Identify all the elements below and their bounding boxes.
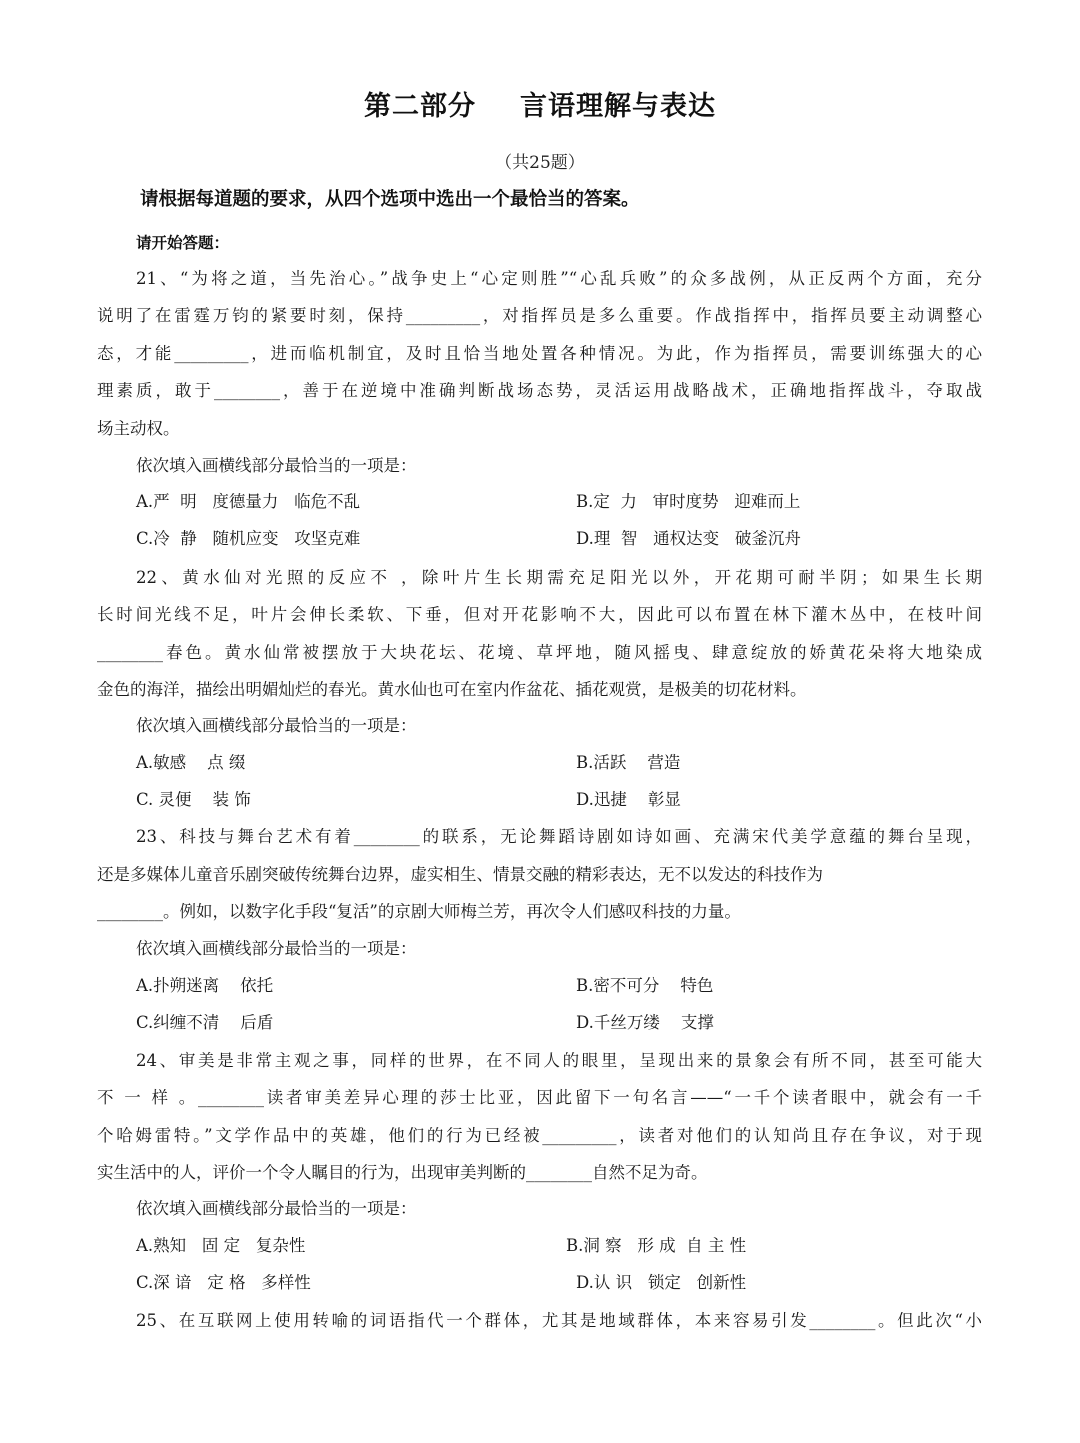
section-name: 言语理解与表达 bbox=[520, 91, 716, 122]
option-d: D.认 识 锁定 创新性 bbox=[576, 1273, 747, 1292]
question-prompt: 依次填入画横线部分最恰当的一项是： bbox=[136, 456, 417, 475]
question-prompt: 依次填入画横线部分最恰当的一项是： bbox=[136, 1199, 417, 1218]
question-line: 23、科技与舞台艺术有着________的联系，无论舞蹈诗剧如诗如画、充满宋代美学意蕴的舞台呈现， bbox=[136, 827, 982, 846]
option-b: B.密不可分 特色 bbox=[576, 976, 714, 995]
option-b: B.洞 察 形 成 自 主 性 bbox=[566, 1236, 747, 1255]
option-d: D.理 智 通权达变 破釜沉舟 bbox=[576, 529, 801, 548]
question-line: 理素质，敢于________，善于在逆境中准确判断战场态势，灵活运用战略战术，正确地指挥战斗，夺取战 bbox=[97, 381, 982, 400]
option-d: D.千丝万缕 支撑 bbox=[576, 1013, 714, 1032]
question-line: 说明了在雷霆万钧的紧要时刻，保持_________，对指挥员是多么重要。作战指挥中，指挥员要主动调整心 bbox=[97, 306, 982, 325]
option-c: C.深 谙 定 格 多样性 bbox=[136, 1273, 311, 1292]
part-label: 第二部分 bbox=[364, 91, 476, 122]
question-line: 不 一 样 。________读者审美差异心理的莎士比亚，因此留下一句名言——“一千个读者眼中，就会有一千 bbox=[97, 1088, 982, 1107]
question-line: 24、审美是非常主观之事，同样的世界，在不同人的眼里，呈现出来的景象会有所不同，甚至可能大 bbox=[136, 1051, 982, 1070]
question-line: 22、黄水仙对光照的反应不 ，除叶片生长期需充足阳光以外，开花期可耐半阴；如果生长期 bbox=[136, 568, 982, 587]
question-line: 还是多媒体儿童音乐剧突破传统舞台边界，虚实相生、情景交融的精彩表达，无不以发达的科技作为 bbox=[97, 865, 823, 884]
question-line: 21、“为将之道，当先治心。”战争史上“心定则胜”“心乱兵败”的众多战例，从正反两个方面，充分 bbox=[136, 269, 982, 288]
question-line: 场主动权。 bbox=[97, 419, 180, 438]
option-c: C.纠缠不清 后盾 bbox=[136, 1013, 274, 1032]
option-d: D.迅捷 彰显 bbox=[576, 790, 681, 809]
option-a: A.敏感 点 缀 bbox=[136, 753, 246, 772]
question-prompt: 依次填入画横线部分最恰当的一项是： bbox=[136, 939, 417, 958]
question-count: （共25题） bbox=[495, 153, 585, 173]
question-line: 个哈姆雷特。”文学作品中的英雄，他们的行为已经被_________，读者对他们的认知尚且存在争议，对于现 bbox=[97, 1126, 982, 1145]
question-line: 长时间光线不足，叶片会伸长柔软、下垂，但对开花影响不大，因此可以布置在林下灌木丛中，在枝叶间 bbox=[97, 605, 982, 624]
question-line: 金色的海洋，描绘出明媚灿烂的春光。黄水仙也可在室内作盆花、插花观赏，是极美的切花材料。 bbox=[97, 680, 807, 699]
question-line: 25、在互联网上使用转喻的词语指代一个群体，尤其是地域群体，本来容易引发________。但此次“小 bbox=[136, 1311, 982, 1330]
option-b: B.定 力 审时度势 迎难而上 bbox=[576, 492, 801, 511]
section-title bbox=[0, 84, 1080, 123]
option-c: C. 灵便 装 饰 bbox=[136, 790, 251, 809]
question-line: ________春色。黄水仙常被摆放于大块花坛、花境、草坪地，随风摇曳、肆意绽放的娇黄花朵将大地染成 bbox=[97, 643, 982, 662]
start-label: 请开始答题： bbox=[136, 234, 230, 252]
question-line: ________。例如，以数字化手段“复活”的京剧大师梅兰芳，再次令人们感叹科技的力量。 bbox=[97, 902, 741, 921]
option-a: A.熟知 固 定 复杂性 bbox=[136, 1236, 306, 1255]
option-a: A.严 明 度德量力 临危不乱 bbox=[136, 492, 361, 511]
question-line: 态，才能_________，进而临机制宜，及时且恰当地处置各种情况。为此，作为指挥员，需要训练强大的心 bbox=[97, 344, 982, 363]
instruction-text: 请根据每道题的要求，从四个选项中选出一个最恰当的答案。 bbox=[140, 189, 640, 210]
question-line: 实生活中的人，评价一个令人瞩目的行为，出现审美判断的________自然不足为奇。 bbox=[97, 1163, 708, 1182]
option-a: A.扑朔迷离 依托 bbox=[136, 976, 274, 995]
option-b: B.活跃 营造 bbox=[576, 753, 681, 772]
question-prompt: 依次填入画横线部分最恰当的一项是： bbox=[136, 716, 417, 735]
option-c: C.冷 静 随机应变 攻坚克难 bbox=[136, 529, 361, 548]
